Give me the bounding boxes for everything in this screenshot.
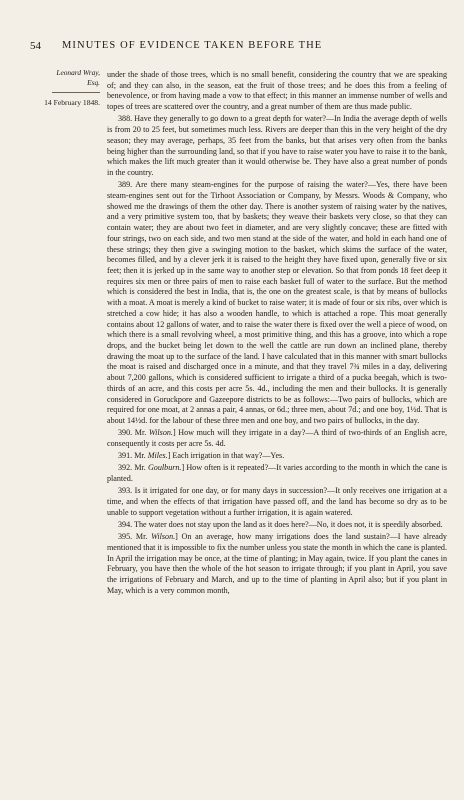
speaker-prefix: Mr.: [134, 463, 148, 473]
witness-honorific: Esq.: [87, 78, 100, 87]
page-number: 54: [30, 40, 41, 52]
question-number: 395.: [118, 532, 133, 542]
speaker-name: Goulburn.: [147, 463, 182, 473]
speaker-prefix: Mr.: [134, 451, 148, 461]
witness-name: Leonard Wray,: [56, 68, 100, 77]
paragraph: [107, 451, 447, 462]
speaker-prefix: Mr.: [135, 532, 152, 542]
paragraph-text: The water does not stay upon the land as it does here?—No, it does not, it is speedily absorbed.: [134, 519, 443, 529]
paragraph-text: ] Each irrigation in that way?—Yes.: [167, 451, 285, 461]
speaker-prefix: Mr.: [134, 428, 149, 438]
testimony-date: 14 February 1848.: [44, 98, 100, 107]
question-number: 388.: [118, 114, 133, 124]
paragraph-text: Are there many steam-engines for the purpose of raising the water?—Yes, there have been steam-engines sent out for the Tirhoot Association or Company, by Messrs. Woods & Company, who showed me the drawings of them the other day. There is another system of raising water by the natives, and a very primitive system too, that by baskets; they weave their baskets very close, so that they can contain water; they are about two feet in diameter, and are very slightly concave; these are fitted with four strings, two on each side, and two men stand at the side of the water, and hold in each hand one of these strings; they then give a swinging motion to the basket, which skims the surface of the water, becomes filled, and by a clever jerk it is raised to the height they have fixed upon, generally five or six feet; then it is jerked up in the same way to another step or elevation. So that from ponds 18 feet deep it requires six men or three pairs of men to raise each basket full of water to the surface. But the method which is considered the best in India, that is, the one on the greatest scale, is that by means of bullocks with a moat. A moat is merely a kind of bucket to raise water; it is made of four or six ribs, over which is stretched a cow hide; it has also a wooden handle, to which is attached a rope. This moat generally contains about 12 gallons of water, and to raise the water there is fixed over the well a piece of wood, on which there is a small revolving wheel, a most primitive thing, and this has a groove, into which a rope drops, and the bucket being let down to the well the cattle are run down an inclined plane, thereby drawing the moat up to the surface of the land. I have calculated that in this manner with smart bullocks the moat is raised and discharged once in a minute, and that they travel 7¾ miles in a day, delivering about 7,200 gallons, which is considered sufficient to irrigate a third of a pucka beegah, which is two-thirds of an acre, and this costs per acre 5s. 4d., including the men and their bullocks. It is generally considered in Goruckpore and Gazeepore districts to be as follows:—Two pairs of bullocks, which are required for one moat, at 2 annas a pair, 4 annas, or 6d.; three men, about 7d.; and one boy, 1½d. That is about 14½d. for the labour of these three men and one boy, and two pairs of bullocks, in the day.: [107, 180, 447, 425]
paragraph-text: Is it irrigated for one day, or for many days in succession?—It only receives one irrigation at a time, and when the effects of that irrigation have passed off, and the land has become so dry as to be unable to support vegetation without a further irrigation, it is again watered.: [107, 486, 447, 517]
question-number: 394.: [118, 519, 133, 529]
margin-rule: [52, 92, 100, 93]
question-number: 389.: [118, 180, 133, 190]
paragraph-text: under the shade of those trees, which is no small benefit, considering the country that we are speaking of; and they can also, in the season, eat the fruit of those trees; and he does this from a feeling of benevolence, or from having made a vow to that effect; in this manner an immense number of wells and topes of trees are scattered over the country, and a great number of them are thus made public.: [107, 70, 447, 112]
paragraph: [107, 70, 447, 113]
paragraph: [107, 532, 447, 596]
paragraph: [107, 520, 447, 531]
question-number: 390.: [118, 428, 133, 438]
paragraph-text: ] How much will they irrigate in a day?—A third of two-thirds of an English acre, consequently it costs per acre 5s. 4d.: [107, 428, 447, 448]
question-number: 392.: [118, 463, 133, 473]
paragraph: [107, 180, 447, 427]
paragraph: [107, 463, 447, 484]
speaker-name: Wilson.: [151, 532, 176, 542]
question-number: 393.: [118, 486, 133, 496]
paragraph: [107, 428, 447, 449]
question-number: 391.: [118, 451, 133, 461]
paragraph-text: Have they generally to go down to a great depth for water?—In India the average depth of wells is from 20 to 25 feet, but sometimes much less. Rivers are deeper than this in the very height of the dry season; they may average, perhaps, 35 feet from the banks, but that arises very often from the banks being higher than the surrounding land, so that if you have to raise water you have to raise it to the bank, which makes the lift much greater than it would otherwise be. They have also a great number of ponds in the country.: [107, 114, 447, 177]
margin-notes: [20, 68, 100, 108]
paragraph-text: ] How often is it repeated?—It varies according to the month in which the cane is planted.: [107, 463, 447, 484]
paragraph-text: ] On an average, how many irrigations does the land sustain?—I have already mentioned that it is impossible to fix the number unless you state the month in which the cane is planted. In April the irrigation may be once, at the time of planting; in May again, twice. If you plant the canes in February, you have then the whole of the hot season to irrigate through; if you plant in April, you save the irrigations of February and March, and up to the time of planting in April also; but if you plant in May, which is a very common month,: [107, 532, 447, 595]
paragraph: [107, 114, 447, 178]
paragraph: [107, 486, 447, 518]
running-title: MINUTES OF EVIDENCE TAKEN BEFORE THE: [62, 40, 323, 51]
speaker-name: Wilson.: [148, 428, 173, 438]
page-header: [0, 40, 464, 56]
speaker-name: Miles.: [147, 451, 168, 461]
evidence-body: [107, 70, 447, 785]
